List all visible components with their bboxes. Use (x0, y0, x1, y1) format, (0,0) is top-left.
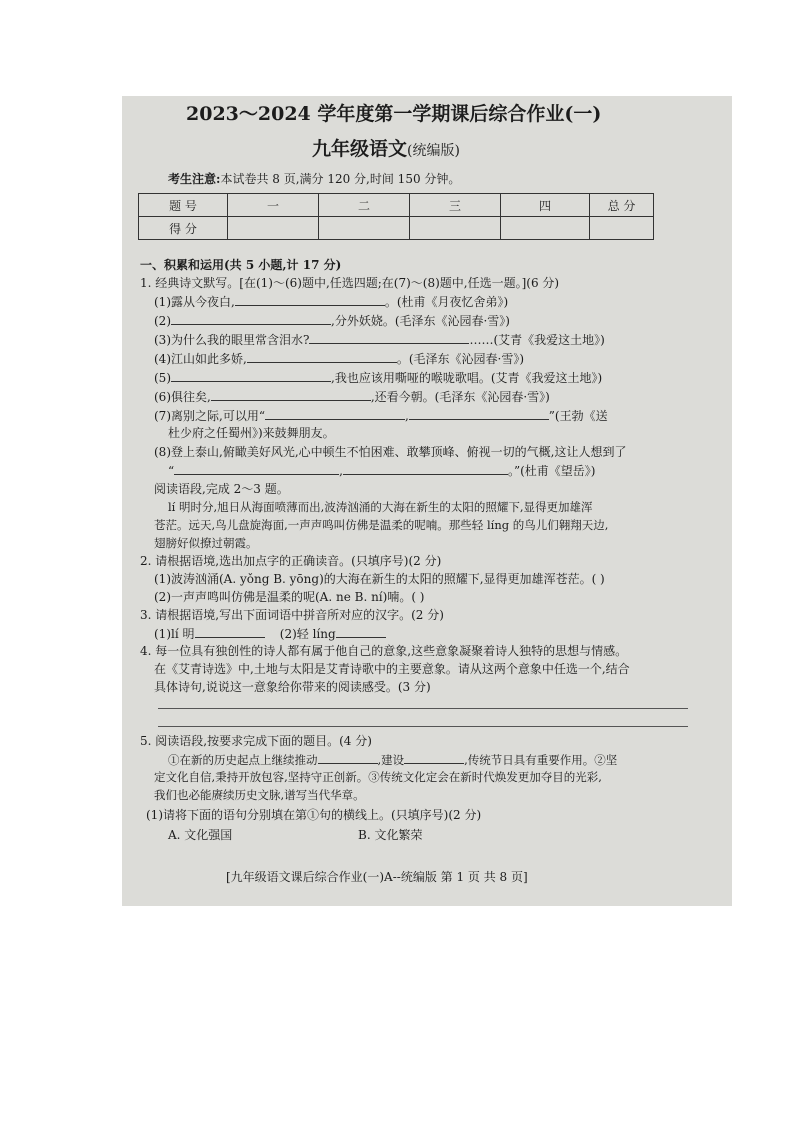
q2-item-2: (2)一声声鸣叫仿佛是温柔的呢(A. ne B. ní)喃。( ) (154, 590, 425, 604)
answer-blank[interactable] (195, 626, 265, 638)
q1-item-5: (5) ,我也应该用嘶哑的喉咙歌唱。(艾青《我爱这土地》) (154, 371, 603, 385)
notice-label: 考生注意: (168, 172, 221, 186)
score-col-1: 一 (228, 194, 319, 217)
q5-passage-line: 我们也必能赓续历史文脉,谱写当代华章。 (154, 788, 365, 802)
score-table (138, 193, 654, 240)
q5-option-b: B. 文化繁荣 (358, 828, 423, 842)
q1-item-3: (3)为什么我的眼里常含泪水? ……(艾青《我爱这土地》) (154, 333, 605, 347)
passage-line: lí 明时分,旭日从海面喷薄而出,波涛汹涌的大海在新生的太阳的照耀下,显得更加雄浑 (168, 500, 593, 514)
q1-intro: 1. 经典诗文默写。[在(1)～(6)题中,任选四题;在(7)～(8)题中,任选一题。](6 分) (140, 276, 560, 290)
q5-intro: 5. 阅读语段,按要求完成下面的题目。(4 分) (140, 734, 372, 748)
exam-notice (168, 172, 460, 187)
answer-blank[interactable] (171, 313, 331, 325)
score-row-label: 得 分 (139, 217, 228, 240)
page-footer: [九年级语文课后综合作业(一)A--统编版 第 1 页 共 8 页] (226, 870, 528, 884)
edition-label: (统编版) (407, 143, 460, 159)
score-col-label: 题 号 (139, 194, 228, 217)
q1-item-6: (6)俱往矣, ,还看今朝。(毛泽东《沁园春·雪》) (154, 390, 550, 404)
q3-items: (1)lí 明 (2)轻 líng (154, 626, 386, 642)
subject-name: 九年级语文 (312, 138, 408, 160)
answer-blank[interactable] (171, 370, 331, 382)
q2-item-1: (1)波涛汹涌(A. yǒng B. yōng)的大海在新生的太阳的照耀下,显得更加雄浑苍茫。( ) (154, 572, 605, 586)
exam-paper (122, 96, 732, 906)
score-table-score-row (139, 217, 654, 240)
score-cell[interactable] (319, 217, 410, 240)
answer-blank[interactable] (343, 463, 508, 475)
q1-item-4: (4)江山如此多娇, 。(毛泽东《沁园春·雪》) (154, 352, 525, 366)
q5-passage-line: 定文化自信,秉持开放包容,坚持守正创新。③传统文化定会在新时代焕发更加夺目的光彩, (154, 770, 602, 784)
answer-line[interactable] (158, 708, 688, 709)
score-col-2: 二 (319, 194, 410, 217)
notice-text: 本试卷共 8 页,满分 120 分,时间 150 分钟。 (220, 172, 461, 186)
q3-intro: 3. 请根据语境,写出下面词语中拼音所对应的汉字。(2 分) (140, 608, 444, 622)
score-table-header-row (139, 194, 654, 217)
passage-line: 翅膀好似撩过朝霞。 (154, 536, 258, 550)
score-col-4: 四 (501, 194, 590, 217)
q1-item-8: (8)登上泰山,俯瞰美好风光,心中顿生不怕困难、敢攀顶峰、俯视一切的气概,这让人想到了 (154, 445, 627, 459)
answer-blank[interactable] (265, 408, 405, 420)
reading-intro: 阅读语段,完成 2～3 题。 (154, 482, 289, 496)
score-col-total: 总 分 (590, 194, 654, 217)
answer-line[interactable] (158, 726, 688, 727)
q4-line: 具体诗句,说说这一意象给你带来的阅读感受。(3 分) (154, 680, 431, 694)
answer-blank[interactable] (336, 626, 386, 638)
q1-item-1: (1)露从今夜白, 。(杜甫《月夜忆舍弟》) (154, 295, 509, 309)
answer-blank[interactable] (309, 332, 469, 344)
q4-line: 4. 每一位具有独创性的诗人都有属于他自己的意象,这些意象凝聚着诗人独特的思想与情感。 (140, 644, 628, 658)
q1-item-7-cont: 杜少府之任蜀州》)来鼓舞朋友。 (168, 426, 335, 440)
score-cell[interactable] (410, 217, 501, 240)
q1-item-8-cont: “ , 。”(杜甫《望岳》) (168, 464, 596, 478)
exam-title: 2023～2024 学年度第一学期课后综合作业(一) (186, 103, 602, 125)
q5-passage-line: ①在新的历史起点上继续推动 ,建设 ,传统节日具有重要作用。②坚 (168, 753, 618, 767)
answer-blank[interactable] (318, 752, 378, 764)
q5-sub1: (1)请将下面的语句分别填在第①句的横线上。(只填序号)(2 分) (146, 808, 482, 822)
q4-line: 在《艾青诗选》中,土地与太阳是艾青诗歌中的主要意象。请从这两个意象中任选一个,结合 (154, 662, 630, 676)
exam-subtitle (312, 134, 460, 161)
passage-line: 苍茫。远天,鸟儿盘旋海面,一声声鸣叫仿佛是温柔的呢喃。那些轻 líng 的鸟儿们翱翔天边, (154, 518, 609, 532)
q5-option-a: A. 文化强国 (168, 828, 233, 842)
answer-blank[interactable] (409, 408, 549, 420)
score-col-3: 三 (410, 194, 501, 217)
answer-blank[interactable] (211, 389, 371, 401)
answer-blank[interactable] (247, 351, 397, 363)
answer-blank[interactable] (235, 294, 385, 306)
score-cell[interactable] (501, 217, 590, 240)
q1-item-2: (2) ,分外妖娆。(毛泽东《沁园春·雪》) (154, 314, 510, 328)
score-cell[interactable] (228, 217, 319, 240)
answer-blank[interactable] (174, 463, 339, 475)
section-heading: 一、积累和运用(共 5 小题,计 17 分) (140, 258, 342, 272)
q2-intro: 2. 请根据语境,选出加点字的正确读音。(只填序号)(2 分) (140, 554, 442, 568)
score-cell[interactable] (590, 217, 654, 240)
q1-item-7: (7)离别之际,可以用“ , ”(王勃《送 (154, 409, 608, 423)
answer-blank[interactable] (404, 752, 464, 764)
